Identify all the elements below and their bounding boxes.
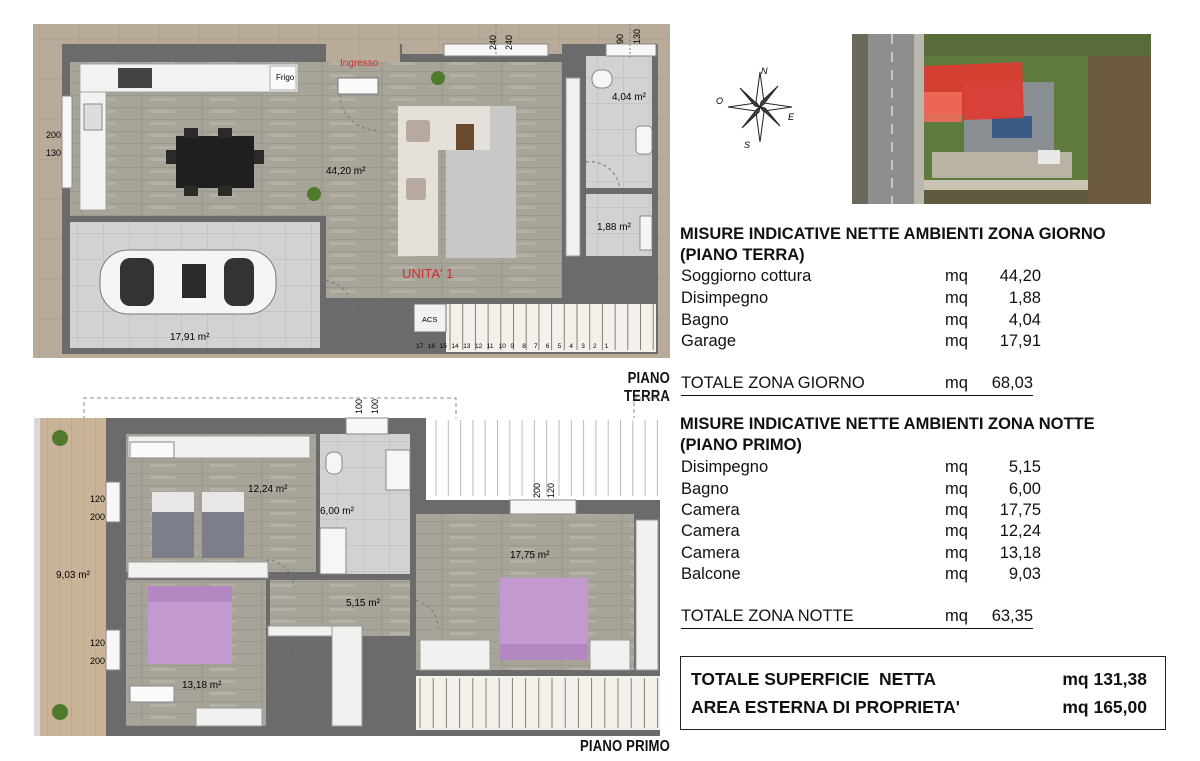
- row-unit: mq: [945, 332, 968, 350]
- area-label: 17,75 m²: [510, 550, 550, 561]
- zona-notte-total: [681, 606, 1033, 629]
- stair-number: 8: [522, 343, 526, 350]
- zona-notte-heading: MISURE INDICATIVE NETTE AMBIENTI ZONA NOTTE: [680, 415, 1095, 433]
- stair-number: 10: [498, 343, 506, 350]
- total-unit: mq: [945, 374, 968, 392]
- row-value: 9,03: [1008, 565, 1041, 583]
- zona-giorno-total: [681, 373, 1033, 396]
- dining-table: [176, 136, 254, 188]
- dim-label: 240: [504, 34, 514, 50]
- row-label: Soggiorno cottura: [681, 267, 812, 285]
- stair-number: 13: [463, 343, 471, 350]
- net-surface-value: mq 131,38: [1062, 669, 1147, 689]
- stair-number: 3: [581, 343, 585, 350]
- table-row: [681, 521, 1041, 542]
- stair-number: 7: [534, 343, 538, 350]
- row-label: Garage: [681, 332, 737, 350]
- total-unit: mq: [945, 607, 968, 625]
- table-row: [681, 564, 1041, 585]
- compass-n: N: [761, 66, 768, 76]
- dim-label: 130: [46, 148, 62, 158]
- compass-o: O: [716, 96, 724, 106]
- row-unit: mq: [945, 565, 968, 583]
- table-row: [681, 288, 1041, 309]
- row-value: 1,88: [1008, 289, 1041, 307]
- row-unit: mq: [945, 289, 968, 307]
- stair-number: 11: [486, 343, 494, 350]
- dim-label: 100: [370, 398, 380, 414]
- zona-giorno-heading: MISURE INDICATIVE NETTE AMBIENTI ZONA GIORNO: [680, 225, 1106, 243]
- kitchen-counter: [80, 64, 298, 92]
- stair-number: 16: [427, 343, 436, 350]
- table-row: [681, 266, 1041, 287]
- row-unit: mq: [945, 480, 968, 498]
- dim-label: 130: [632, 28, 642, 44]
- stair-number: 1: [604, 343, 609, 350]
- table-row: [681, 457, 1041, 478]
- area-label: 5,15 m²: [346, 598, 380, 609]
- row-label: Balcone: [681, 565, 741, 583]
- table-row: [681, 331, 1041, 352]
- row-unit: mq: [945, 311, 968, 329]
- sink-icon: [636, 126, 652, 154]
- dim-label: 100: [354, 398, 364, 414]
- table-row: [681, 479, 1041, 500]
- compass-s: S: [744, 140, 751, 150]
- row-label: Bagno: [681, 480, 729, 498]
- row-value: 5,15: [1008, 458, 1041, 476]
- dim-label: 120: [90, 494, 106, 504]
- row-label: Camera: [681, 501, 740, 519]
- area-label: 44,20 m²: [326, 166, 366, 177]
- stair-number: 6: [545, 343, 550, 350]
- area-label: 4,04 m²: [612, 92, 646, 103]
- summary-box: [680, 656, 1166, 730]
- plant-icon: [52, 430, 68, 446]
- aerial-map: [852, 34, 1151, 204]
- row-value: 13,18: [999, 544, 1041, 562]
- stair-number: 17: [416, 343, 424, 350]
- bathtub-icon: [386, 450, 410, 490]
- area-label: 6,00 m²: [320, 506, 354, 517]
- total-value: 68,03: [991, 374, 1033, 392]
- dim-label: 240: [488, 34, 498, 50]
- row-value: 17,75: [999, 501, 1041, 519]
- row-unit: mq: [945, 458, 968, 476]
- dim-label: 120: [90, 638, 106, 648]
- row-value: 6,00: [1008, 480, 1041, 498]
- dim-label: 200: [46, 130, 62, 140]
- row-label: Disimpegno: [681, 458, 769, 476]
- row-label: Bagno: [681, 311, 729, 329]
- first-floor-plan: [0, 390, 670, 736]
- net-surface-row: [691, 667, 1147, 691]
- toilet-icon: [592, 70, 612, 88]
- stair-number: 5: [557, 343, 562, 350]
- row-value: 44,20: [999, 267, 1041, 285]
- fridge-label: Frigo: [276, 73, 295, 82]
- area-label: 17,91 m²: [170, 332, 210, 343]
- unit-label: UNITA' 1: [402, 266, 454, 281]
- bed: [148, 594, 232, 664]
- plant-icon: [307, 187, 321, 201]
- total-label: TOTALE ZONA GIORNO: [681, 374, 865, 392]
- boiler-label: ACS: [422, 315, 438, 324]
- dim-label: 200: [90, 656, 106, 666]
- row-unit: mq: [945, 522, 968, 540]
- area-label: 12,24 m²: [248, 484, 288, 495]
- row-value: 12,24: [999, 522, 1041, 540]
- net-surface-label: TOTALE SUPERFICIE NETTA: [691, 669, 937, 689]
- ground-floor-plan: [0, 0, 670, 362]
- plant-icon: [52, 704, 68, 720]
- area-label: 13,18 m²: [182, 680, 222, 691]
- dim-label: 120: [546, 482, 556, 498]
- external-area-label: AREA ESTERNA DI PROPRIETA': [691, 697, 960, 717]
- row-label: Camera: [681, 544, 740, 562]
- row-value: 17,91: [999, 332, 1041, 350]
- external-area-value: mq 165,00: [1062, 697, 1147, 717]
- stair-number: 14: [451, 343, 459, 350]
- stair-number: 4: [569, 343, 574, 350]
- stair-number: 2: [593, 343, 597, 350]
- dim-label: 200: [90, 512, 106, 522]
- bed: [500, 578, 588, 654]
- row-value: 4,04: [1008, 311, 1041, 329]
- row-unit: mq: [945, 501, 968, 519]
- ground-plan-title: PIANO TERRA: [623, 370, 670, 405]
- stair-number: 15: [439, 343, 447, 350]
- stair-number: 12: [475, 343, 483, 350]
- dim-label: 200: [532, 482, 542, 498]
- zona-notte-subheading: (PIANO PRIMO): [680, 436, 802, 454]
- row-label: Camera: [681, 522, 740, 540]
- table-row: [681, 543, 1041, 564]
- dim-label: 90: [615, 33, 625, 44]
- row-unit: mq: [945, 544, 968, 562]
- toilet-icon: [326, 452, 342, 474]
- area-label: 9,03 m²: [56, 570, 90, 581]
- table-row: [681, 310, 1041, 331]
- shower-icon: [320, 528, 346, 574]
- compass-e: E: [788, 112, 795, 122]
- compass-rose-icon: [712, 62, 802, 152]
- row-label: Disimpegno: [681, 289, 769, 307]
- total-label: TOTALE ZONA NOTTE: [681, 607, 854, 625]
- entrance-label: Ingresso: [340, 58, 379, 69]
- total-value: 63,35: [991, 607, 1033, 625]
- area-label: 1,88 m²: [597, 222, 631, 233]
- first-plan-title: PIANO PRIMO: [579, 738, 670, 755]
- row-unit: mq: [945, 267, 968, 285]
- external-area-row: [691, 695, 1147, 719]
- zona-giorno-subheading: (PIANO TERRA): [680, 246, 805, 264]
- stair-number: 9: [510, 343, 515, 350]
- table-row: [681, 500, 1041, 521]
- plant-icon: [431, 71, 445, 85]
